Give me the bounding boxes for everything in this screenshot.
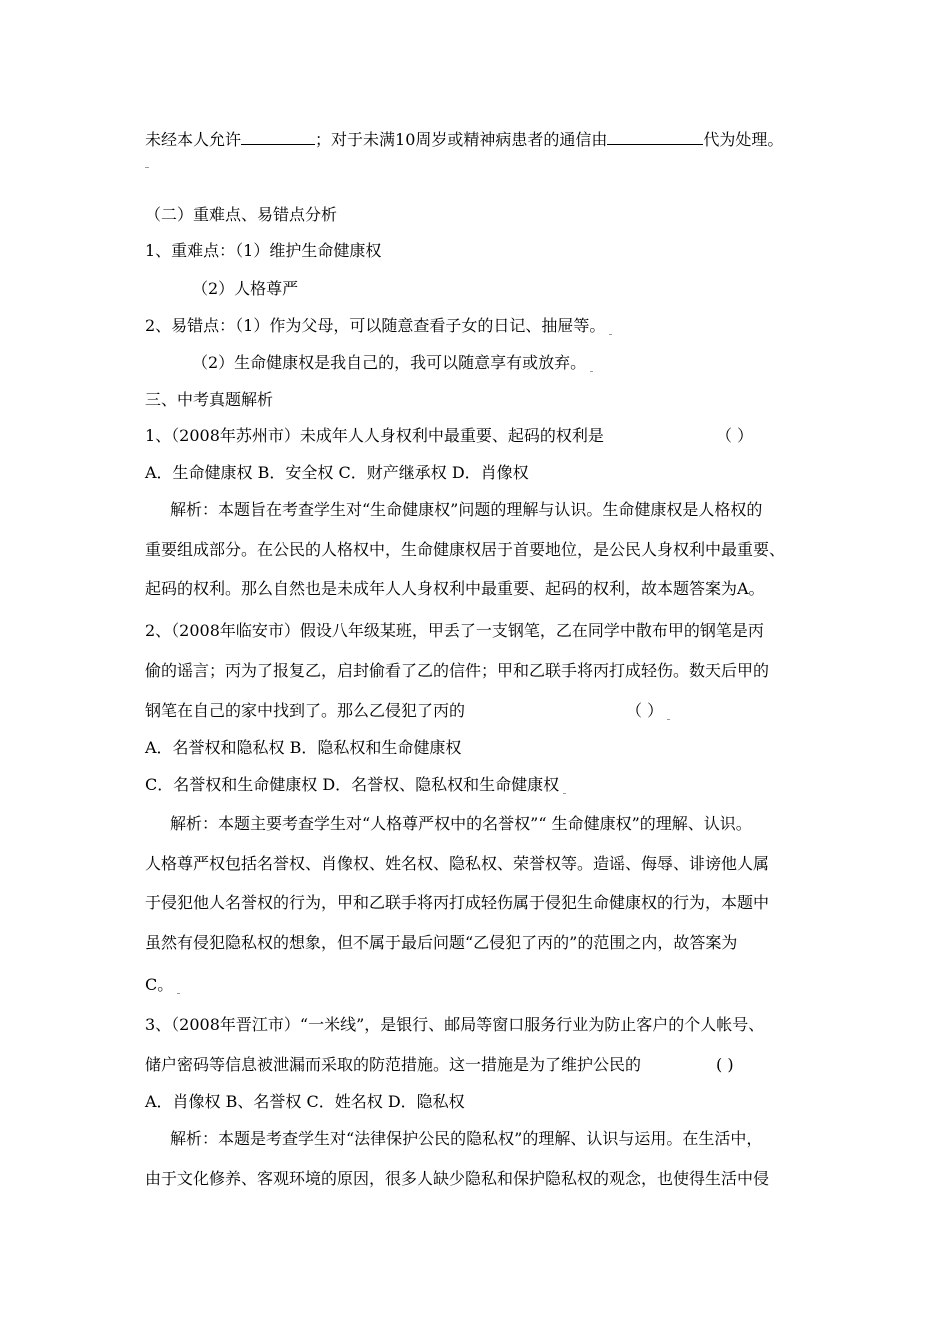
paragraph-mark bbox=[590, 371, 593, 372]
question-2-paren-text: （ ） bbox=[626, 701, 664, 720]
paragraph-mark bbox=[145, 167, 149, 168]
question-2-analysis-line-5 bbox=[145, 975, 180, 995]
sentence-start: 未经本人允许 bbox=[145, 130, 242, 149]
question-3-stem-line-1: 3、（2008年晋江市）“一米线”，是银行、邮局等窗口服务行业为防止客户的个人帐号、 bbox=[145, 1015, 765, 1034]
question-1-answer-paren: （ ） bbox=[716, 426, 754, 445]
question-2-stem-line-1: 2、（2008年临安市）假设八年级某班，甲丢了一支钢笔，乙在同学中散布甲的钢笔是丙 bbox=[145, 621, 764, 640]
blank-1 bbox=[241, 128, 315, 145]
question-2-analysis-line-1: 解析：本题主要考查学生对“人格尊严权中的名誉权”“ 生命健康权”的理解、认识。 bbox=[170, 814, 752, 833]
question-3-options: A．肖像权 B、名誉权 C．姓名权 D．隐私权 bbox=[145, 1092, 465, 1111]
question-3-analysis-line-1: 解析：本题是考查学生对“法律保护公民的隐私权”的理解、认识与运用。在生活中， bbox=[170, 1129, 763, 1148]
blank-2 bbox=[607, 128, 703, 145]
question-3-answer-paren: ( ) bbox=[716, 1055, 734, 1074]
question-1-analysis-line-1: 解析：本题旨在考查学生对“生命健康权”问题的理解与认识。生命健康权是人格权的 bbox=[170, 500, 763, 519]
question-1-analysis-line-2: 重要组成部分。在公民的人格权中，生命健康权居于首要地位，是公民人身权利中最重要、 bbox=[145, 540, 786, 559]
paragraph-mark bbox=[563, 793, 566, 794]
error-points-item-2 bbox=[145, 316, 612, 336]
question-1-stem: 1、（2008年苏州市）未成年人人身权利中最重要、起码的权利是 bbox=[145, 426, 604, 445]
error-points-item-2-sub bbox=[192, 353, 593, 373]
paragraph-mark bbox=[667, 719, 670, 720]
fill-blank-sentence bbox=[145, 128, 783, 150]
question-3-analysis-line-2: 由于文化修养、客观环境的原因，很多人缺少隐私和保护隐私权的观念，也使得生活中侵 bbox=[145, 1169, 770, 1188]
section-heading-key-points: （二）重难点、易错点分析 bbox=[145, 205, 338, 224]
question-2-options-text: C．名誉权和生命健康权 D．名誉权、隐私权和生命健康权 bbox=[145, 775, 560, 794]
key-points-item-1: 1、重难点：（1）维护生命健康权 bbox=[145, 241, 382, 260]
error-points-sub-text: （2）生命健康权是我自己的，我可以随意享有或放弃。 bbox=[192, 353, 587, 372]
error-points-text: 2、易错点：（1）作为父母，可以随意查看子女的日记、抽屉等。 bbox=[145, 316, 606, 335]
question-2-stem-line-2: 偷的谣言；丙为了报复乙，启封偷看了乙的信件；甲和乙联手将丙打成轻伤。数天后甲的 bbox=[145, 661, 770, 680]
question-2-analysis-line-3: 于侵犯他人名誉权的行为，甲和乙联手将丙打成轻伤属于侵犯生命健康权的行为，本题中 bbox=[145, 893, 770, 912]
paragraph-mark bbox=[609, 334, 612, 335]
question-2-analysis-line-2: 人格尊严权包括名誉权、肖像权、姓名权、隐私权、荣誉权等。造谣、侮辱、诽谤他人属 bbox=[145, 854, 770, 873]
sentence-end: 代为处理。 bbox=[703, 130, 784, 149]
question-1-options: A．生命健康权 B．安全权 C．财产继承权 D．肖像权 bbox=[145, 463, 529, 482]
question-2-stem-line-3: 钢笔在自己的家中找到了。那么乙侵犯了丙的 bbox=[145, 701, 466, 720]
question-2-options-line-1: A．名誉权和隐私权 B．隐私权和生命健康权 bbox=[145, 738, 462, 757]
sentence-middle: ；对于未满10周岁或精神病患者的通信由 bbox=[315, 130, 608, 149]
key-points-item-1-sub: （2）人格尊严 bbox=[192, 279, 299, 298]
section-heading-exam-analysis: 三、中考真题解析 bbox=[145, 390, 274, 409]
question-2-answer-paren bbox=[626, 701, 670, 721]
question-1-analysis-line-3: 起码的权利。那么自然也是未成年人人身权利中最重要、起码的权利，故本题答案为A。 bbox=[145, 579, 765, 598]
question-2-analysis-line-4: 虽然有侵犯隐私权的想象，但不属于最后问题“乙侵犯了丙的”的范围之内，故答案为 bbox=[145, 933, 738, 952]
question-2-analysis-end: C。 bbox=[145, 975, 174, 994]
question-3-stem-line-2: 储户密码等信息被泄漏而采取的防范措施。这一措施是为了维护公民的 bbox=[145, 1055, 642, 1074]
paragraph-mark bbox=[177, 993, 180, 994]
question-2-options-line-2 bbox=[145, 775, 566, 795]
